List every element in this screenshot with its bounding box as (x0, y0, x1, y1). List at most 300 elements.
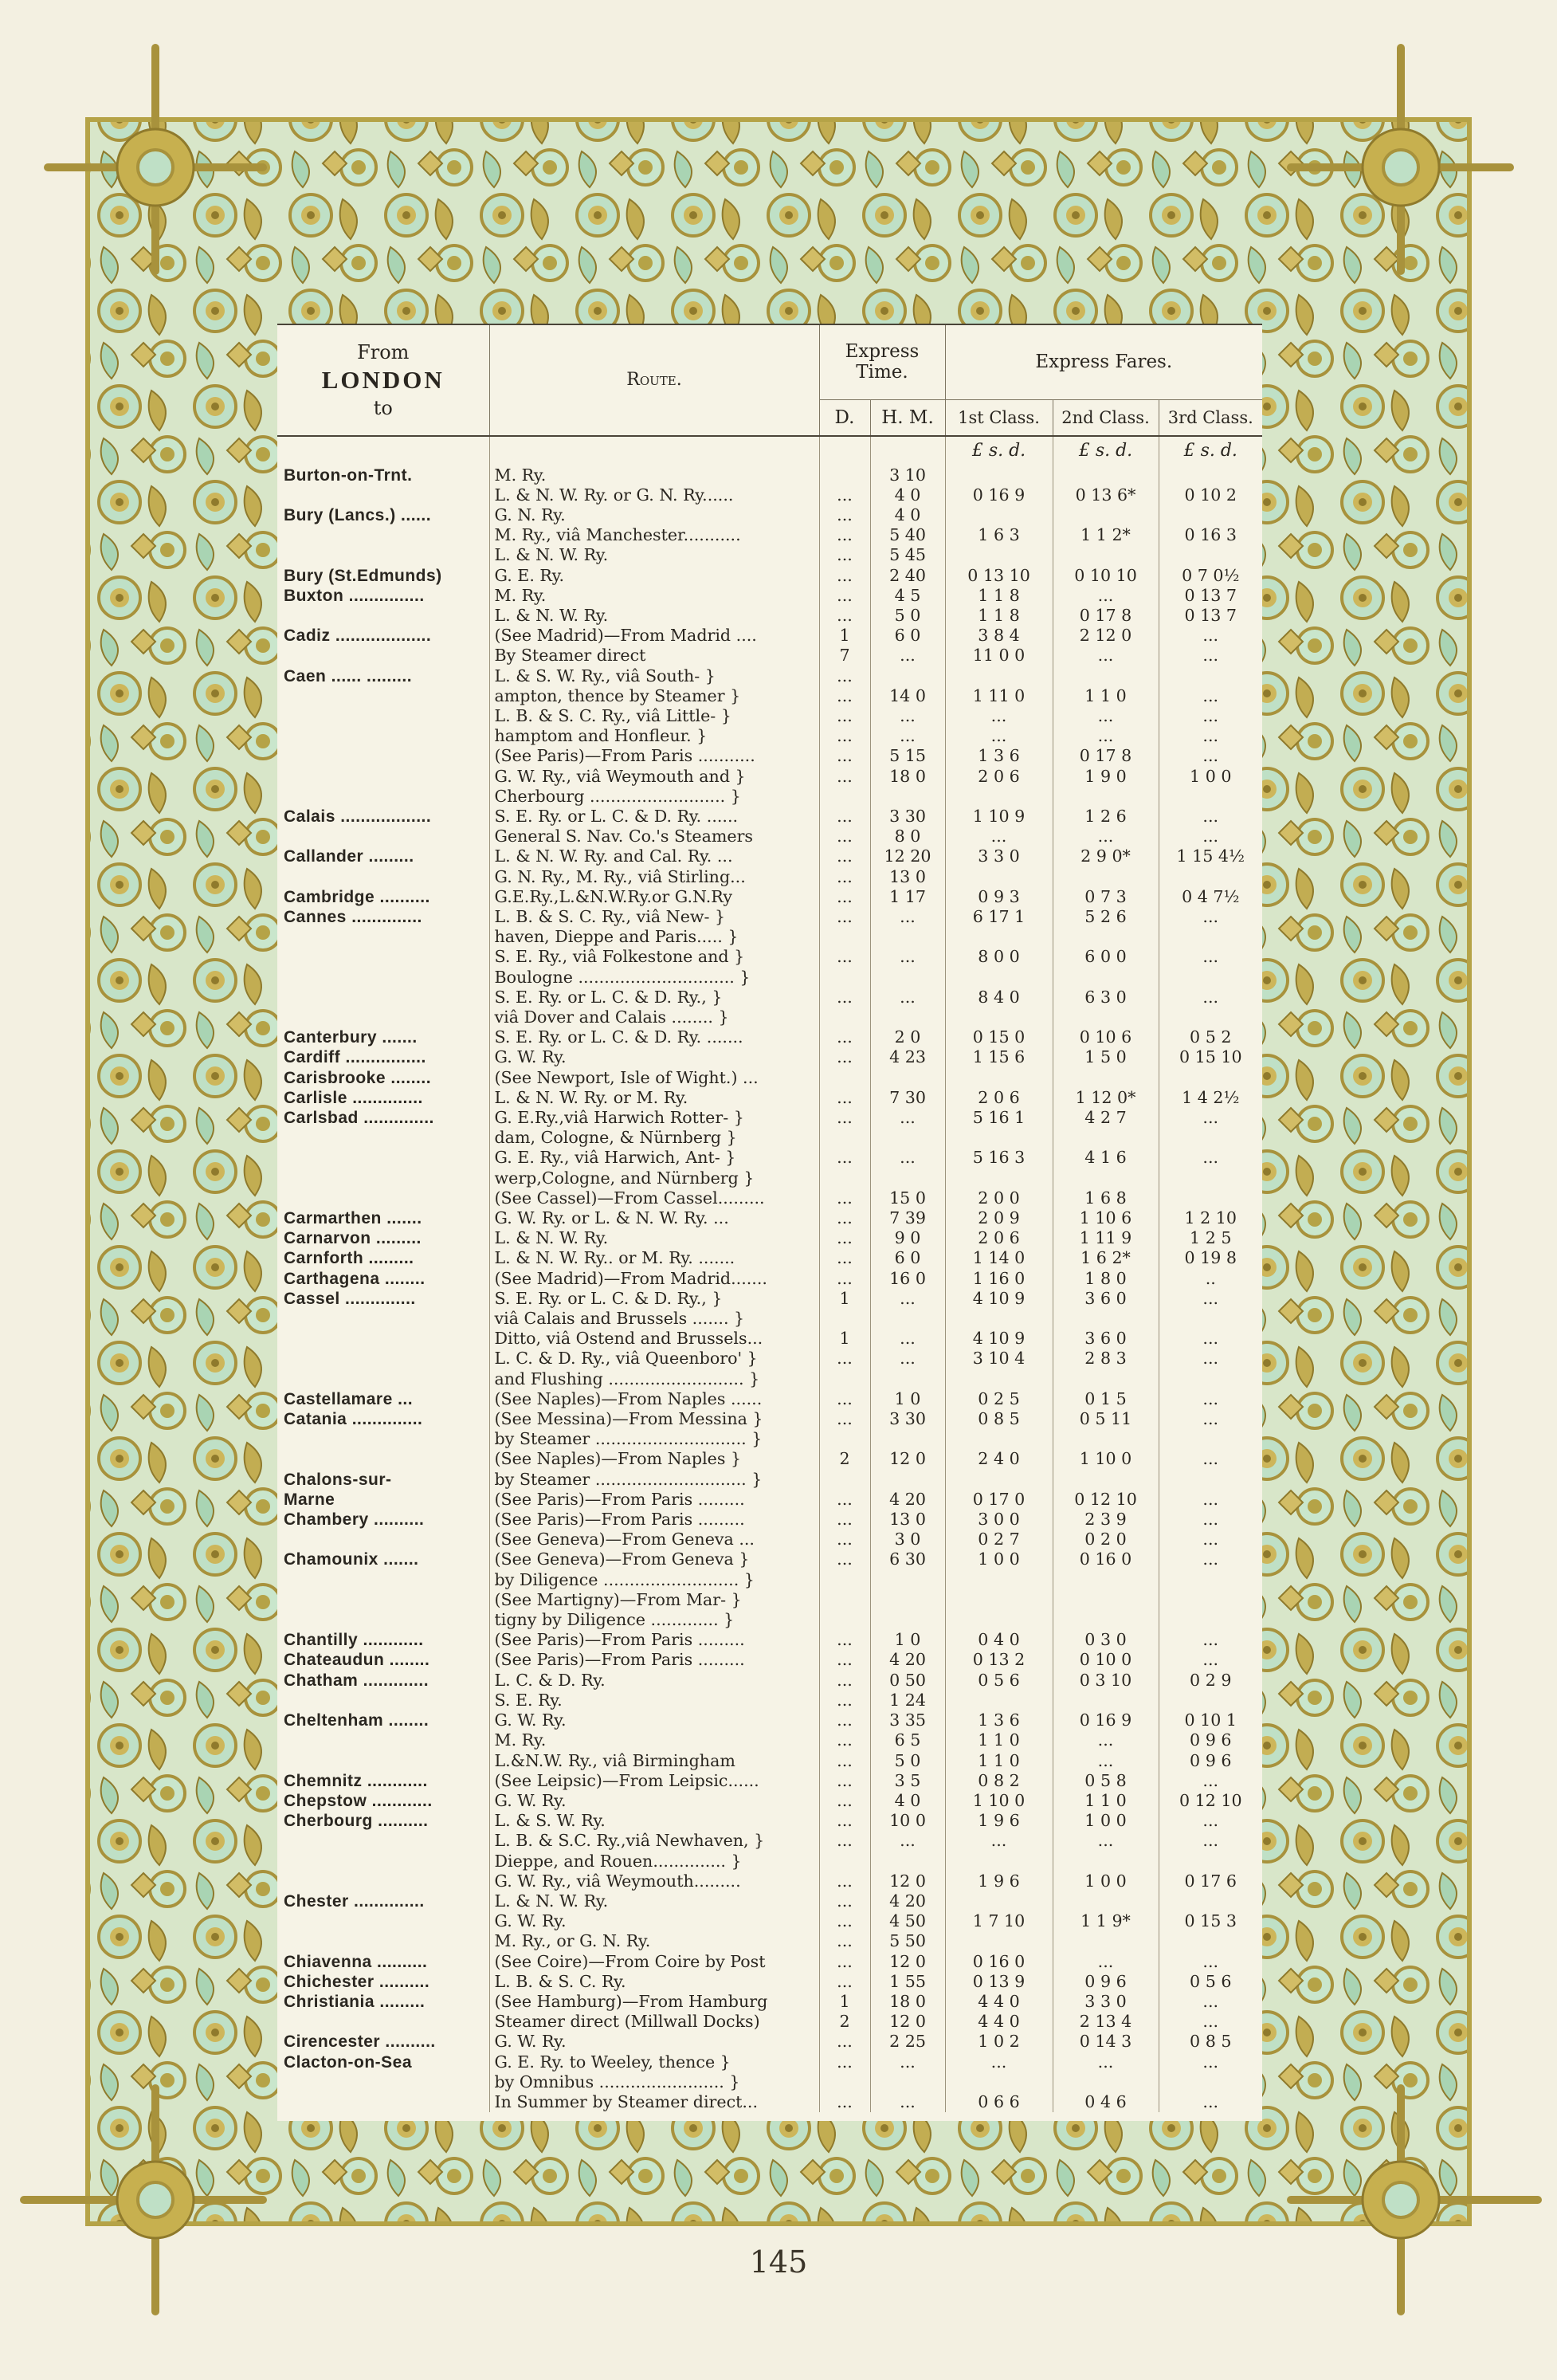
table-row (277, 947, 1262, 967)
cell-f2 (1053, 2072, 1159, 2092)
cell-f3: ... (1202, 726, 1219, 746)
cell-hm (870, 2072, 945, 2092)
cell-f1: 0 8 2 (945, 1771, 1053, 1791)
cell-f2: ... (1053, 706, 1159, 726)
cell-f1: 11 0 0 (945, 646, 1053, 666)
cell-dest: Carlsbad .............. (277, 1108, 489, 1128)
table-row (277, 846, 1262, 866)
cell-f1: 0 13 9 (945, 1972, 1053, 1992)
table-row (277, 1068, 1262, 1088)
cell-f2: 0 17 8 (1053, 746, 1159, 766)
cell-f3: ... (1202, 2012, 1219, 2032)
table-row (277, 1490, 1262, 1510)
table-row (277, 1952, 1262, 1972)
cell-dest (277, 787, 489, 807)
cell-f2 (1053, 505, 1159, 525)
cell-dest: Chateaudun ........ (277, 1650, 489, 1670)
cell-dest: Christiania ......... (277, 1992, 489, 2012)
cell-f1: ... (945, 827, 1053, 846)
cell-f3: ... (1202, 1349, 1219, 1369)
fares-table-panel (277, 324, 1262, 2121)
cell-f1: 0 8 5 (945, 1409, 1053, 1429)
table-row (277, 1671, 1262, 1691)
cell-route: (See Messina)—From Messina } (489, 1409, 819, 1429)
cell-f2: ... (1053, 726, 1159, 746)
cell-f2 (1053, 1128, 1159, 1148)
cell-d: ... (819, 988, 870, 1007)
table-row (277, 666, 1262, 686)
cell-f2: 0 4 6 (1053, 2092, 1159, 2112)
cell-dest: Cannes .............. (277, 907, 489, 927)
cell-f1: 1 6 3 (945, 525, 1053, 545)
cell-f1: 5 16 1 (945, 1108, 1053, 1128)
cell-dest: Chepstow ............ (277, 1791, 489, 1811)
table-row (277, 1329, 1262, 1349)
cell-dest (277, 1931, 489, 1951)
cell-dest: Chemnitz ............ (277, 1771, 489, 1791)
cell-dest (277, 1369, 489, 1389)
cell-route: (See Naples)—From Naples ...... (489, 1389, 819, 1409)
cell-hm: 12 0 (870, 1449, 945, 1469)
table-row (277, 586, 1262, 606)
london-label: LONDON (321, 365, 445, 394)
cell-d: ... (819, 1549, 870, 1569)
cell-d: 1 (819, 1289, 870, 1309)
cell-f3: 0 19 8 (1184, 1248, 1237, 1268)
cell-f2 (1053, 1590, 1159, 1610)
cell-d: ... (819, 1891, 870, 1911)
cell-f2: 1 9 0 (1053, 767, 1159, 787)
cell-f3 (1159, 787, 1262, 807)
cell-dest (277, 1128, 489, 1148)
cell-route: L. & N. W. Ry. or G. N. Ry...... (489, 485, 819, 505)
cell-f1 (945, 1068, 1053, 1088)
cell-f3: ... (1202, 746, 1219, 766)
cell-hm: ... (870, 726, 945, 746)
table-row (277, 1630, 1262, 1650)
cell-route: Boulogne .............................. } (489, 968, 819, 988)
cell-f1: 1 16 0 (945, 1269, 1053, 1289)
cell-d: ... (819, 1650, 870, 1670)
cell-d: ... (819, 666, 870, 686)
table-row (277, 887, 1262, 907)
cell-d: ... (819, 726, 870, 746)
cell-f3: .. (1205, 1268, 1216, 1288)
cell-f1 (945, 1309, 1053, 1329)
cell-route: (See Martigny)—From Mar- } (489, 1590, 819, 1610)
cell-f3: 0 5 6 (1190, 1971, 1232, 1991)
cell-f2: 1 0 0 (1053, 1811, 1159, 1831)
cell-dest: Bury (St.Edmunds) (277, 566, 489, 586)
cell-d: ... (819, 767, 870, 787)
currency-units-first: £ s. d. (945, 437, 1053, 465)
cell-hm (870, 1128, 945, 1148)
cell-f1: 0 16 0 (945, 1952, 1053, 1972)
cell-dest (277, 2012, 489, 2032)
cell-f2: ... (1053, 586, 1159, 606)
cell-f3: ... (1202, 1530, 1219, 1549)
cell-dest (277, 1429, 489, 1449)
cell-f3 (1159, 2072, 1262, 2092)
cell-f2: 1 1 2* (1053, 525, 1159, 545)
cell-f2 (1053, 1168, 1159, 1188)
cell-d: ... (819, 867, 870, 887)
cell-f1: 4 10 9 (945, 1329, 1053, 1349)
cell-dest (277, 827, 489, 846)
table-row (277, 1027, 1262, 1047)
cell-f3 (1159, 1429, 1262, 1449)
cell-d: ... (819, 505, 870, 525)
table-row (277, 566, 1262, 586)
cell-d: ... (819, 1228, 870, 1248)
cell-f1 (945, 1610, 1053, 1630)
cell-hm: 3 30 (870, 1409, 945, 1429)
cell-d (819, 968, 870, 988)
cell-hm: 16 0 (870, 1269, 945, 1289)
cell-f1 (945, 968, 1053, 988)
cell-route: (See Paris)—From Paris ......... (489, 1630, 819, 1650)
cell-hm: 4 5 (870, 586, 945, 606)
cell-f1: 3 3 0 (945, 846, 1053, 866)
table-row (277, 1791, 1262, 1811)
cell-d (819, 1068, 870, 1088)
cell-f3: ... (1202, 1409, 1219, 1429)
second-class-header: 2nd Class. (1053, 399, 1159, 436)
cell-hm (870, 1309, 945, 1329)
cell-f3 (1159, 1068, 1262, 1088)
cell-dest (277, 525, 489, 545)
cell-d: ... (819, 1630, 870, 1650)
table-row (277, 1269, 1262, 1289)
table-row (277, 525, 1262, 545)
cell-route: (See Madrid)—From Madrid....... (489, 1269, 819, 1289)
cell-d: ... (819, 947, 870, 967)
table-row (277, 1349, 1262, 1369)
cell-d: ... (819, 1208, 870, 1228)
cell-f1: 4 4 0 (945, 1992, 1053, 2012)
cell-route: L.&N.W. Ry., viâ Birmingham (489, 1751, 819, 1771)
cell-f2: 3 6 0 (1053, 1329, 1159, 1349)
cell-f2: 1 5 0 (1053, 1047, 1159, 1067)
cell-f1 (945, 1931, 1053, 1951)
cell-dest (277, 485, 489, 505)
cell-f3 (1159, 1369, 1262, 1389)
cell-dest: Bury (Lancs.) ...... (277, 505, 489, 525)
table-row (277, 1852, 1262, 1871)
cell-d: ... (819, 1530, 870, 1549)
table-row (277, 1771, 1262, 1791)
cell-hm: 2 40 (870, 566, 945, 586)
cell-route: (See Madrid)—From Madrid .... (489, 626, 819, 646)
cell-route: S. E. Ry. or L. C. & D. Ry., } (489, 1289, 819, 1309)
cell-f3 (1159, 1931, 1262, 1951)
cell-d (819, 1470, 870, 1490)
cell-route: L. B. & S. C. Ry., viâ New- } (489, 907, 819, 927)
cell-hm (870, 1570, 945, 1590)
cell-f2: 0 5 8 (1053, 1771, 1159, 1791)
cell-f2: 0 5 11 (1053, 1409, 1159, 1429)
cell-dest (277, 1590, 489, 1610)
cell-f2: 4 2 7 (1053, 1108, 1159, 1128)
cell-d (819, 1309, 870, 1329)
cell-f2: ... (1053, 1751, 1159, 1771)
cell-hm: 6 30 (870, 1549, 945, 1569)
table-header (277, 324, 1262, 437)
table-row (277, 1610, 1262, 1630)
cell-f1: ... (945, 1831, 1053, 1851)
cell-d: ... (819, 1972, 870, 1992)
cell-route: Steamer direct (Millwall Docks) (489, 2012, 819, 2032)
cell-f2: 1 1 0 (1053, 1791, 1159, 1811)
cell-d (819, 1610, 870, 1630)
cell-hm: 6 0 (870, 1248, 945, 1268)
cell-dest: Carnforth ......... (277, 1248, 489, 1268)
cell-f2: ... (1053, 2052, 1159, 2072)
cell-hm: 4 23 (870, 1047, 945, 1067)
cell-dest (277, 1449, 489, 1469)
cell-f3: 0 10 2 (1184, 485, 1237, 505)
cell-f3: ... (1202, 1148, 1219, 1168)
cell-route: L. & N. W. Ry. (489, 1891, 819, 1911)
cell-f2 (1053, 1931, 1159, 1951)
cell-d: ... (819, 1088, 870, 1108)
cell-route: S. E. Ry. or L. C. & D. Ry., } (489, 988, 819, 1007)
cell-f2: 2 13 4 (1053, 2012, 1159, 2032)
cell-hm: ... (870, 988, 945, 1007)
cell-f3: 0 15 3 (1184, 1911, 1237, 1931)
cell-f2 (1053, 1369, 1159, 1389)
cell-d: ... (819, 1771, 870, 1791)
cell-f1: 2 0 6 (945, 767, 1053, 787)
cell-hm: 6 5 (870, 1730, 945, 1750)
cell-f3 (1159, 867, 1262, 887)
cell-dest (277, 1831, 489, 1851)
cell-f1: 8 4 0 (945, 988, 1053, 1007)
cell-f1: 1 3 6 (945, 746, 1053, 766)
cell-route: L. & N. W. Ry. (489, 545, 819, 565)
fares-table-body (277, 437, 1262, 2113)
cell-dest: Cadiz ................... (277, 626, 489, 646)
cell-dest: Carnarvon ......... (277, 1228, 489, 1248)
cell-f2 (1053, 1691, 1159, 1710)
cell-dest (277, 1691, 489, 1710)
cell-hm: ... (870, 947, 945, 967)
cell-f3 (1159, 1007, 1262, 1027)
cell-f3: 0 17 6 (1184, 1871, 1237, 1891)
cell-f3: ... (1202, 1388, 1219, 1408)
cell-f2: ... (1053, 1952, 1159, 1972)
cell-f2: 1 10 6 (1053, 1208, 1159, 1228)
cell-f1 (945, 1369, 1053, 1389)
cell-f2 (1053, 1007, 1159, 1027)
cell-d: ... (819, 606, 870, 626)
cell-hm: 5 50 (870, 1931, 945, 1951)
cell-d: ... (819, 706, 870, 726)
cell-route: L. B. & S.C. Ry.,viâ Newhaven, } (489, 1831, 819, 1851)
cell-route: tigny by Diligence ............. } (489, 1610, 819, 1630)
table-row (277, 968, 1262, 988)
cell-dest (277, 606, 489, 626)
cell-f3 (1159, 1188, 1262, 1208)
cell-dest: Catania .............. (277, 1409, 489, 1429)
cell-f2: 0 13 6* (1053, 485, 1159, 505)
cell-route: by Omnibus ........................ } (489, 2072, 819, 2092)
cell-f2: 1 0 0 (1053, 1871, 1159, 1891)
cell-hm: ... (870, 2092, 945, 2112)
table-row (277, 1128, 1262, 1148)
cell-f3 (1159, 1570, 1262, 1590)
table-row (277, 1590, 1262, 1610)
cell-hm: ... (870, 706, 945, 726)
cell-hm: ... (870, 1329, 945, 1349)
cell-f3: 1 2 5 (1190, 1228, 1232, 1248)
cell-dest: Cheltenham ........ (277, 1710, 489, 1730)
cell-f3: ... (1202, 1770, 1219, 1790)
cell-hm: 7 30 (870, 1088, 945, 1108)
cell-hm: 4 0 (870, 505, 945, 525)
cell-dest: Chamounix ....... (277, 1549, 489, 1569)
cell-f3 (1159, 1610, 1262, 1630)
cell-dest (277, 746, 489, 766)
cell-f1: 3 10 4 (945, 1349, 1053, 1369)
cell-d (819, 465, 870, 485)
table-row (277, 1691, 1262, 1710)
cell-d: 7 (819, 646, 870, 666)
cell-f2: 0 16 0 (1053, 1549, 1159, 1569)
cell-f1 (945, 1168, 1053, 1188)
cell-d: ... (819, 545, 870, 565)
cell-f3: ... (1202, 1329, 1219, 1349)
cell-route: by Steamer ............................. } (489, 1429, 819, 1449)
cell-f3: 0 10 1 (1184, 1710, 1237, 1730)
cell-d: ... (819, 1671, 870, 1691)
table-row (277, 1389, 1262, 1409)
cell-route: G. W. Ry. (489, 1911, 819, 1931)
cell-f1 (945, 1691, 1053, 1710)
table-row (277, 1751, 1262, 1771)
cell-hm (870, 1369, 945, 1389)
cell-f2 (1053, 1068, 1159, 1088)
cell-route: G. W. Ry., viâ Weymouth and } (489, 767, 819, 787)
cell-hm: 13 0 (870, 1510, 945, 1530)
cell-dest (277, 947, 489, 967)
cell-route: By Steamer direct (489, 646, 819, 666)
express-time-header: Express Time. (819, 324, 945, 399)
cell-hm (870, 1007, 945, 1027)
cell-f1: 6 17 1 (945, 907, 1053, 927)
cell-f1: 4 10 9 (945, 1289, 1053, 1309)
cell-f2: ... (1053, 1831, 1159, 1851)
cell-route: G. W. Ry. (489, 2032, 819, 2052)
cell-f3: ... (1202, 705, 1219, 725)
cell-f2: 3 6 0 (1053, 1289, 1159, 1309)
cell-d (819, 1570, 870, 1590)
cell-f1: 0 9 3 (945, 887, 1053, 907)
cell-dest: Cambridge .......... (277, 887, 489, 907)
cell-dest: Carthagena ........ (277, 1269, 489, 1289)
cell-hm: 6 0 (870, 626, 945, 646)
cell-hm (870, 1590, 945, 1610)
cell-f3 (1159, 1168, 1262, 1188)
cell-f2: 2 8 3 (1053, 1349, 1159, 1369)
cell-d: ... (819, 1108, 870, 1128)
cell-f1 (945, 787, 1053, 807)
cell-f2 (1053, 787, 1159, 807)
cell-dest: Chiavenna .......... (277, 1952, 489, 1972)
table-row (277, 1730, 1262, 1750)
cell-f2: 1 6 8 (1053, 1188, 1159, 1208)
cell-route: (See Geneva)—From Geneva } (489, 1549, 819, 1569)
cell-d: ... (819, 2032, 870, 2052)
cell-route: S. E. Ry. or L. C. & D. Ry. ...... (489, 807, 819, 827)
cell-f3: ... (1202, 1650, 1219, 1670)
cell-f1: 3 8 4 (945, 626, 1053, 646)
cell-route: L. & N. W. Ry. or M. Ry. (489, 1088, 819, 1108)
cell-route: (See Paris)—From Paris ......... (489, 1510, 819, 1530)
cell-d: ... (819, 1188, 870, 1208)
cell-f2: 0 10 6 (1053, 1027, 1159, 1047)
cell-f3: ... (1202, 1108, 1219, 1127)
cell-f1: 1 3 6 (945, 1710, 1053, 1730)
cell-dest (277, 1570, 489, 1590)
cell-f1: ... (945, 706, 1053, 726)
cell-route: G. W. Ry. (489, 1710, 819, 1730)
cell-dest (277, 1148, 489, 1168)
cell-d: ... (819, 566, 870, 586)
cell-hm: 5 0 (870, 1751, 945, 1771)
cell-route: (See Geneva)—From Geneva ... (489, 1530, 819, 1549)
cell-f1: 1 1 8 (945, 606, 1053, 626)
cell-f1: 0 13 2 (945, 1650, 1053, 1670)
cell-f1: 0 6 6 (945, 2092, 1053, 2112)
table-row (277, 746, 1262, 766)
cell-f3 (1159, 1128, 1262, 1148)
cell-dest (277, 927, 489, 947)
cell-hm: 1 0 (870, 1389, 945, 1409)
table-row (277, 646, 1262, 666)
cell-route: haven, Dieppe and Paris..... } (489, 927, 819, 947)
cell-route: L. & N. W. Ry. and Cal. Ry. ... (489, 846, 819, 866)
cell-route: G. E. Ry. to Weeley, thence } (489, 2052, 819, 2072)
cell-dest (277, 767, 489, 787)
cell-d: ... (819, 1269, 870, 1289)
cell-f1: ... (945, 726, 1053, 746)
cell-f2: 1 11 9 (1053, 1228, 1159, 1248)
table-row (277, 807, 1262, 827)
cell-route: werp,Cologne, and Nürnberg } (489, 1168, 819, 1188)
cell-hm: ... (870, 646, 945, 666)
cell-f2 (1053, 1309, 1159, 1329)
cell-f1: 0 4 0 (945, 1630, 1053, 1650)
cell-f2 (1053, 666, 1159, 686)
cell-f2 (1053, 968, 1159, 988)
cell-dest: Chester .............. (277, 1891, 489, 1911)
table-row (277, 1470, 1262, 1490)
route-header: Route. (489, 324, 819, 436)
cell-route: G. N. Ry., M. Ry., viâ Stirling... (489, 867, 819, 887)
cell-f3: 0 12 10 (1179, 1790, 1242, 1810)
cell-d (819, 2072, 870, 2092)
cell-d: ... (819, 1831, 870, 1851)
cell-d: ... (819, 1409, 870, 1429)
cell-route: (See Newport, Isle of Wight.) ... (489, 1068, 819, 1088)
cell-dest: Carlisle .............. (277, 1088, 489, 1108)
table-row (277, 1289, 1262, 1309)
cell-route: M. Ry., viâ Manchester........... (489, 525, 819, 545)
cell-dest (277, 686, 489, 706)
table-row (277, 787, 1262, 807)
cell-dest: Calais .................. (277, 807, 489, 827)
